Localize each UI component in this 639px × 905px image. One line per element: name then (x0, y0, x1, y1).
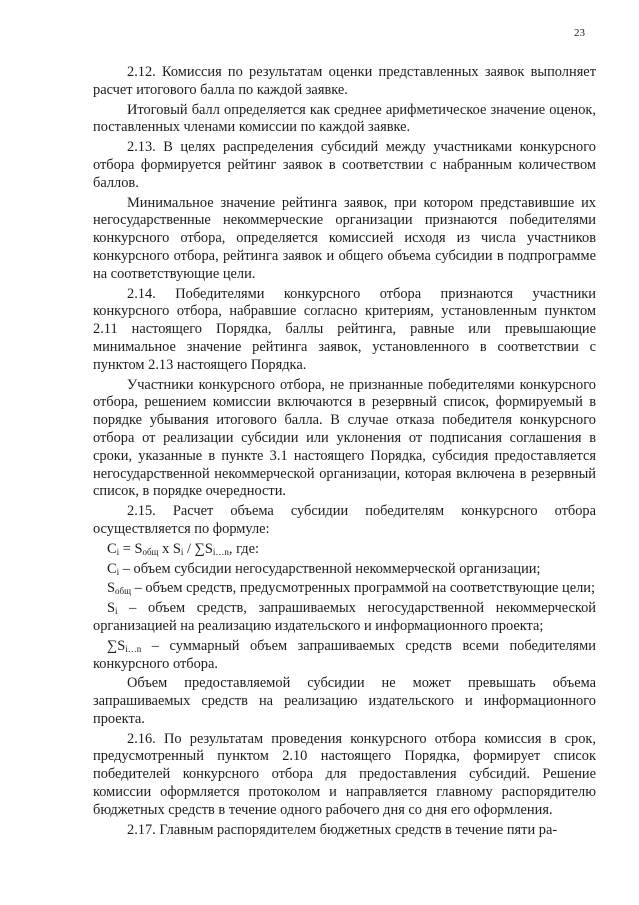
paragraph-2-13: 2.13. В целях распределения субсидий между участниками конкурсного отбора формируется рейтинг заявок в соответствии с набранным количеством баллов. (93, 139, 596, 191)
paragraph-2-14: 2.14. Победителями конкурсного отбора признаются участники конкурсного отбора, набравшие согласно критериям, установленным пунктом 2.11 настоящего Порядка, баллы рейтинга, равные или превышающие минимальное значение рейтинга заявок, установленного в соответствии с пунктом 2.13 настоящего Порядка. (93, 285, 596, 373)
definition-s-total: $S_{общ}$ – объем средств, предусмотренных программой на соответствующие цели; (107, 580, 595, 597)
paragraph-2-15: 2.15. Расчет объема субсидии победителям конкурсного отбора осуществляется по формуле: (93, 503, 596, 537)
definition-ci: $C_i$ – объем субсидии негосударственной некоммерческой организации; (107, 560, 541, 577)
paragraph-subsidy-limit: Объем предоставляемой субсидии не может превышать объема запрашиваемых средств на реализацию издательского и информационного проекта. (93, 675, 596, 727)
definition-sum-s: $\sum S_{i\dots n}$ – суммарный объем запрашиваемых средств всеми победителями конкурсного отбора. (93, 637, 596, 672)
paragraph-2-12: 2.12. Комиссия по результатам оценки представленных заявок выполняет расчет итогового балла по каждой заявке. (93, 64, 596, 98)
document-body (93, 64, 596, 841)
definition-si: $S_i$ – объем средств, запрашиваемых негосударственной некоммерческой организацией на реализацию издательского и информационного проекта; (93, 600, 596, 634)
paragraph-final-score: Итоговый балл определяется как среднее арифметическое значение оценок, поставленных членами комиссии по каждой заявке. (93, 101, 596, 136)
paragraph-2-17: 2.17. Главным распорядителем бюджетных средств в течение пяти ра- (127, 821, 558, 838)
paragraph-2-16: 2.16. По результатам проведения конкурсного отбора комиссия в срок, предусмотренный пунктом 2.10 настоящего Порядка, формирует список победителей конкурсного отбора для предоставления субсидий. Решение комиссии оформляется протоколом и направляется главному распорядителю бюджетных средств в течение одного рабочего дня со дня его оформления. (93, 730, 596, 818)
page-number: 23 (574, 27, 585, 39)
paragraph-reserve-list: Участники конкурсного отбора, не признанные победителями конкурсного отбора, решением комиссии включаются в резервный список, формируемый в порядке убывания итогового балла. В случае отказа победителя конкурсного отбора от реализации субсидии или уклонения от подписания соглашения в сроки, указанные в пункте 3.1 настоящего Порядка, субсидия предоставляется негосударственной некоммерческой организации, которая включена в резервный список, в порядке очередности. (93, 376, 596, 500)
subsidy-formula: $C_i = S_{общ}$ x $S_i / \sum S_{i\dots n}$, где: (107, 540, 259, 557)
paragraph-min-rating: Минимальное значение рейтинга заявок, при котором представившие их негосударственные некоммерческие организации признаются победителями конкурсного отбора, определяется комиссией исходя из числа участников конкурсного отбора, рейтинга заявок и общего объема субсидии в подпрограмме на соответствующие цели. (93, 194, 596, 282)
